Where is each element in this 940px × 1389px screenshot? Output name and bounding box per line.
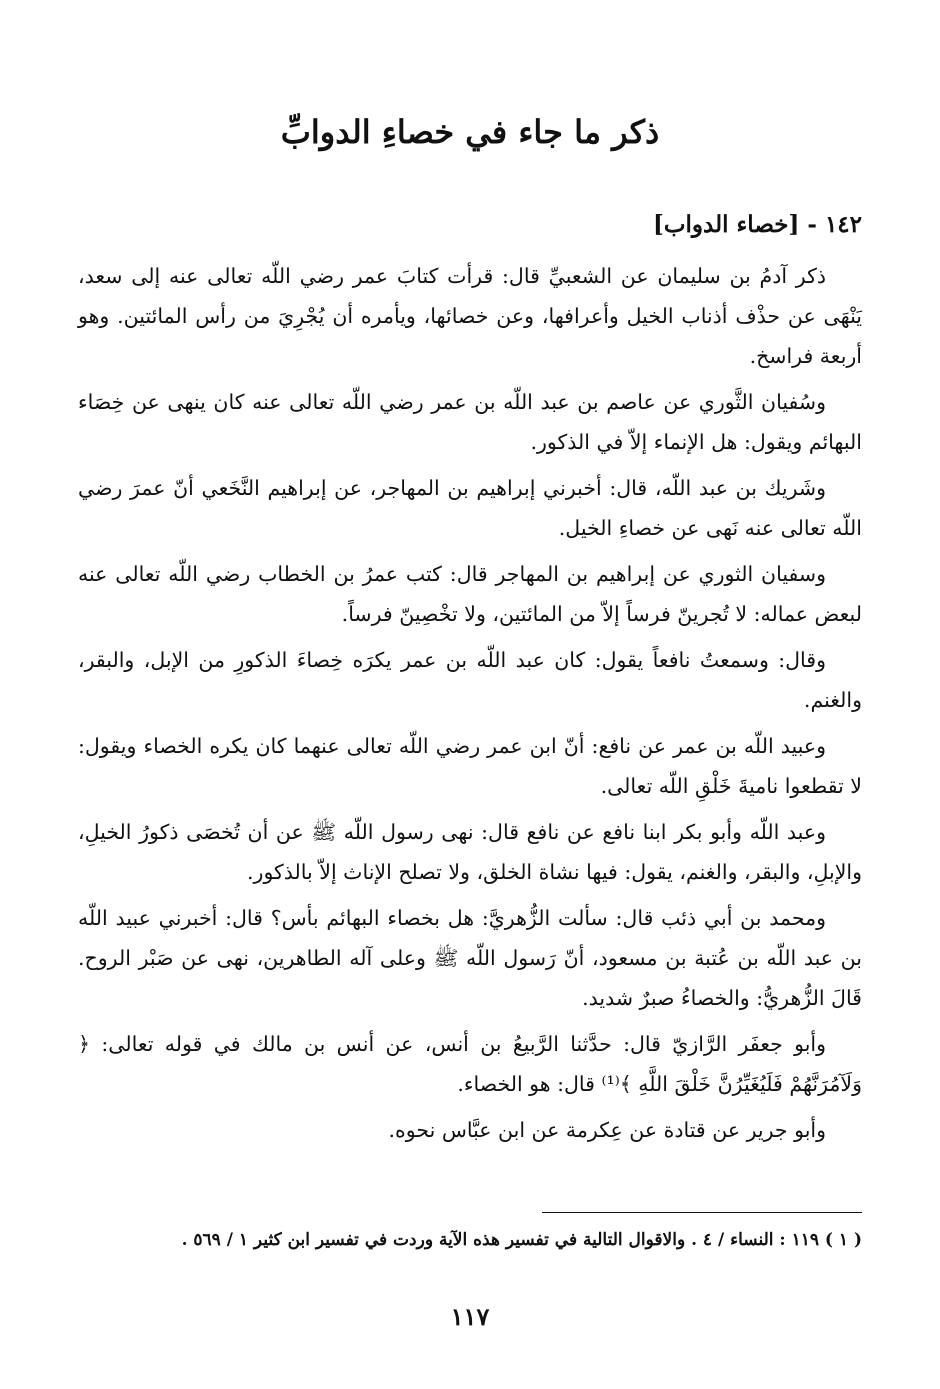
page-title: ذكر ما جاء في خصاءِ الدوابِّ	[280, 113, 660, 151]
paragraph: ومحمد بن أبي ذئب قال: سألت الزُّهريَّ: هل بخصاء البهائم بأس؟ قال: أخبرني عبيد اللّه بن عبد اللّه بن عُتبة بن مسعود، أنّ رَسول اللّه ﷺ وعلى آله الطاهرين، نهى عن صَبْر الروح. قَالَ الزُّهريُّ: والخصاءُ صبرٌ شديد.	[78, 906, 862, 1010]
paragraph: وعبد اللّه وأبو بكر ابنا نافع عن نافع قال: نهى رسول اللّه ﷺ عن أن تُخصَى ذكورُ الخيلِ، والإبلِ، والبقر، والغنم، يقول: فيها نشاة الخلق، ولا تصلح الإناث إلاّ بالذكور.	[78, 820, 862, 884]
section-heading: ١٤٢ - [خصاء الدواب]	[652, 211, 862, 238]
footnote: ( ١ ) ١١٩ : النساء / ٤ . والاقوال التالية في تفسير هذه الآية وردت في تفسير ابن كثير ١ / ٥٦٩ .	[181, 1230, 862, 1250]
paragraph: وعبيد اللّه بن عمر عن نافع: أنّ ابن عمر رضي اللّه تعالى عنهما كان يكره الخصاء ويقول: لا تقطعوا ناميةَ خَلْقِ اللّه تعالى.	[78, 734, 862, 798]
paragraph: ذكر آدمُ بن سليمان عن الشعبيِّ قال: قرأت كتابَ عمر رضي اللّه تعالى عنه إلى سعد، يَنْهَى عن حذْف أذناب الخيل وأعرافها، وعن خصائها، ويأمره أن يُجْرِيَ من رأس المائتين. وهو أربعة فراسخ.	[78, 264, 862, 368]
paragraph: وقال: وسمعتُ نافعاً يقول: كان عبد اللّه بن عمر يكرَه خِصاءَ الذكورِ من الإبل، والبقر، والغنم.	[78, 648, 862, 712]
paragraph: وأبو جعفَر الرَّازيّ قال: حدَّثنا الرَّبيعُ بن أنس، عن أنس بن مالك في قوله تعالى: ﴿ وَلَآمُرَنَّهُمْ فَلَيُغَيِّرُنَّ خَلْقَ اللَّهِ ﴾⁽¹⁾ قال: هو الخصاء.	[78, 1032, 862, 1096]
paragraph: وسفيان الثوري عن إبراهيم بن المهاجر قال: كتب عمرُ بن الخطاب رضي اللّه تعالى عنه لبعض عماله: لا تُجرينّ فرساً إلاّ من المائتين، ولا تخْصِينّ فرساً.	[78, 562, 862, 626]
paragraph: وشَريك بن عبد اللّه، قال: أخبرني إبراهيم بن المهاجر، عن إبراهيم النَّخَعي أنّ عمرَ رضي اللّه تعالى عنه نَهى عن خصاءِ الخيل.	[78, 476, 862, 540]
body-text	[78, 256, 862, 1150]
page-number: ١١٧	[450, 1302, 490, 1331]
paragraph: وأبو جرير عن قتادة عن عِكرمة عن ابن عبَّاس نحوه.	[388, 1118, 826, 1142]
paragraph: وسُفيان الثَّوري عن عاصم بن عبد اللّه بن عمر رضي اللّه تعالى عنه كان ينهى عن خِصَاء البهائم ويقول: هل الإنماء إلاّ في الذكور.	[78, 390, 862, 454]
footnote-divider	[542, 1212, 862, 1213]
book-page	[78, 0, 862, 1389]
